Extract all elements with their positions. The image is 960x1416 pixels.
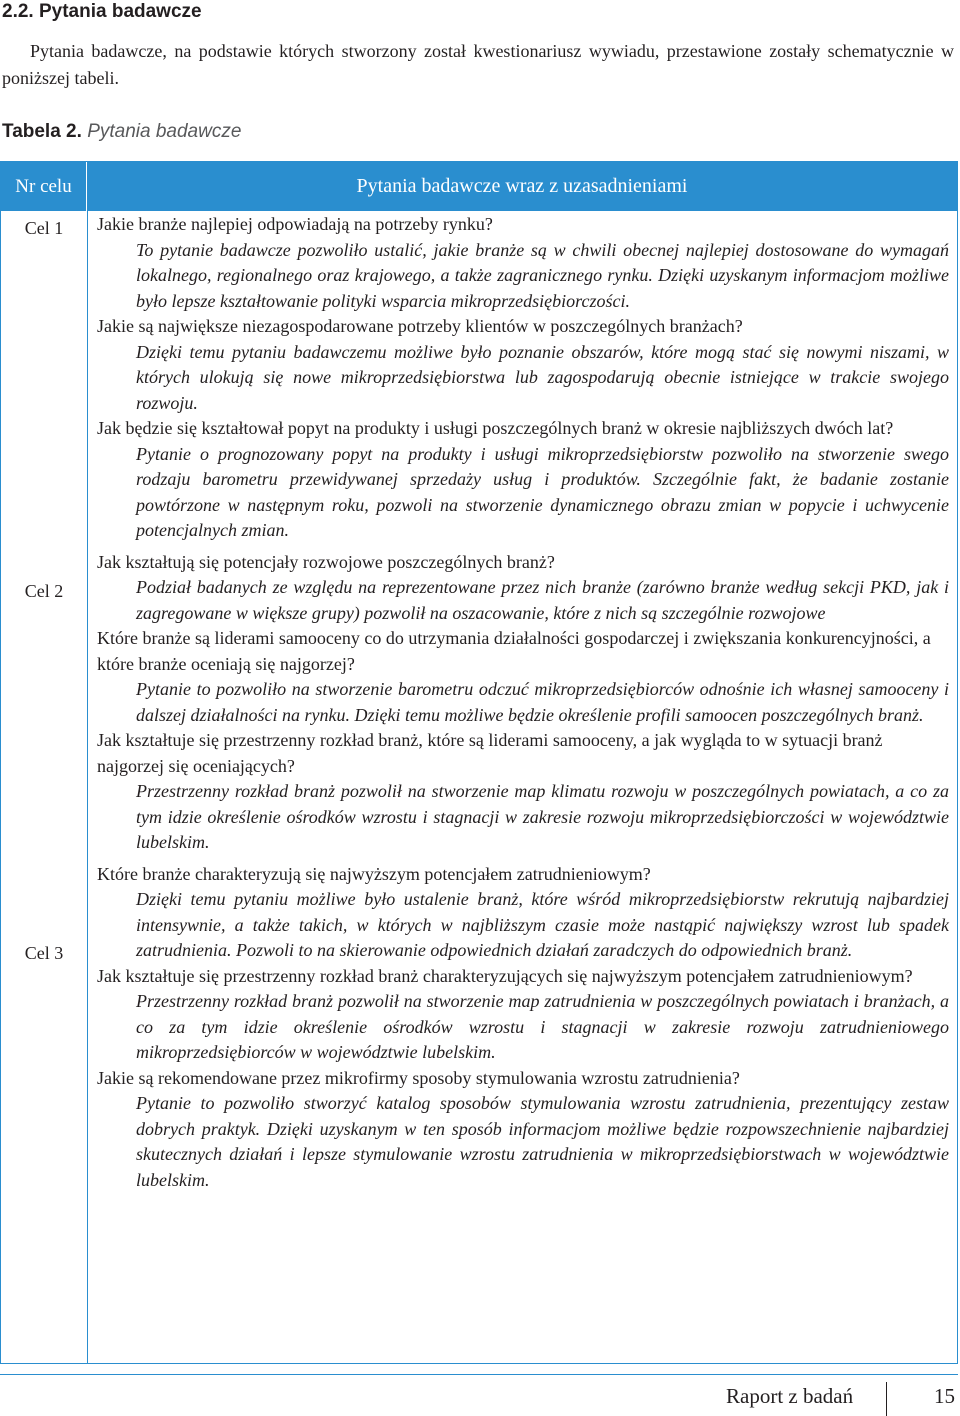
answer: Przestrzenny rozkład branż pozwolił na stworzenie map klimatu rozwoju w poszczególnych powiatach, a co za tym idzie określenie ośrodków wzrostu i stagnacji w zakresie rozwoju mikroprzedsiębiorczości w województwie lubelskim. [136, 781, 949, 852]
question: Jakie branże najlepiej odpowiadają na potrzeby rynku? [97, 214, 493, 234]
header-nr-celu: Nr celu [1, 162, 87, 211]
table-header [1, 162, 957, 211]
question: Które branże charakteryzują się najwyższym potencjałem zatrudnieniowym? [97, 863, 651, 884]
answer: Przestrzenny rozkład branż pozwolił na stworzenie map zatrudnienia w poszczególnych powiatach i branżach, a co za tym idzie określenie ośrodków wzrostu i stagnacji w zakresie rozwoju zatrudnieniowego mikroprzedsiębiorców w województwie lubelskim. [136, 991, 949, 1062]
answer: Pytanie to pozwoliło stworzyć katalog sposobów stymulowania wzrostu zatrudnienia, prezentujący zestaw dobrych praktyk. Dzięki uzyskanym w ten sposób informacjom możliwe będzie rozpowszechnienie najbardziej skutecznych działań i lepsze stymulowanie wzrostu zatrudnienia w mikroprzedsiębiorstwach w województwie lubelskim. [136, 1093, 949, 1190]
question: Jakie są największe niezagospodarowane potrzeby klientów w poszczególnych branżach? [97, 316, 743, 336]
table-caption-title: Pytania badawcze [87, 121, 242, 142]
intro-paragraph: Pytania badawcze, na podstawie których stworzony został kwestionariusz wywiadu, przestawione zostały schematycznie w poniższej tabeli. [2, 41, 954, 88]
answer: To pytanie badawcze pozwoliło ustalić, jakie branże są w chwili obecnej najlepiej dostosowane do wymagań lokalnego, regionalnego oraz krajowego, a także zagranicznego rynku. Dzięki uzyskanym informacjom możliwe było lepsze kształtowanie polityki wsparcia mikroprzedsiębiorczości. [136, 239, 949, 311]
question: Jak kształtuje się przestrzenny rozkład branż, które są liderami samooceny, a jak wygląda to w sytuacji branż najgorzej się oceniających? [97, 730, 883, 776]
question: Które branże są liderami samooceny co do utrzymania działalności gospodarczej i zwiększania konkurencyjności, a które branże oceniają się najgorzej? [97, 628, 931, 674]
answer: Pytanie to pozwoliło na stworzenie barometru odczuć mikroprzedsiębiorców odnośnie ich własnej samooceny i dalszej działalności na rynku. Dzięki temu możliwe będzie określenie profili samoocen poszczególnych branż. [136, 679, 949, 725]
header-questions: Pytania badawcze wraz z uzasadnieniami [356, 175, 688, 197]
goal-block-1 [97, 212, 949, 544]
table-caption [2, 121, 241, 143]
answer: Podział badanych ze względu na reprezentowane przez nich branże (zarówno branże według sekcji PKD, jak i zagregowane w większe grupy) pozwolił na oszacowanie, które z nich są szczególnie rozwojowe [136, 577, 949, 623]
answer: Dzięki temu pytaniu możliwe było ustalenie branż, które wśród mikroprzedsiębiorstw rekrutują najbardziej intensywnie, a także takich, w których w najbliższym czasie może nastąpić największy wzrost lub spadek zatrudnienia. Pozwoli to na skierowanie odpowiednich działań zaradczych do odpowiednich branż. [136, 889, 949, 960]
footer-report-title: Raport z badań [726, 1384, 854, 1408]
question: Jak będzie się kształtował popyt na produkty i usługi poszczególnych branż w okresie najbliższych dwóch lat? [97, 418, 894, 438]
section-title: 2.2. Pytania badawcze [2, 1, 202, 22]
cel-label-1: Cel 1 [24, 218, 64, 238]
research-questions-table [0, 161, 958, 1364]
table-content [97, 212, 949, 1193]
answer: Pytanie o prognozowany popyt na produkty i usługi mikroprzedsiębiorstw pozwoliło na stworzenie swego rodzaju barometru przewidywanej sprzedaży usług i produktów. Szczególnie fakt, że badanie zostanie powtórzone w następnym roku, pozwoli na stworzenie dynamicznego obrazu zmian w popycie i uchwycenie potencjalnych zmian. [136, 443, 949, 540]
cel-label-3: Cel 3 [24, 943, 64, 963]
column-divider [87, 211, 88, 1363]
footer-rule [0, 1374, 958, 1375]
goal-block-3 [97, 862, 949, 1194]
question: Jakie są rekomendowane przez mikrofirmy sposoby stymulowania wzrostu zatrudnienia? [97, 1067, 740, 1088]
answer: Dzięki temu pytaniu badawczemu możliwe było poznanie obszarów, które mogą stać się nowymi niszami, w których ulokują się nowe mikroprzedsiębiorstwa lub zagospodarują obecnie istniejące w trakcie swojego rozwoju. [136, 341, 949, 413]
footer-separator [886, 1382, 887, 1416]
goal-block-2 [97, 550, 949, 856]
question: Jak kształtują się potencjały rozwojowe poszczególnych branż? [97, 551, 555, 572]
page-number: 15 [934, 1384, 955, 1408]
question: Jak kształtuje się przestrzenny rozkład branż charakteryzujących się najwyższym potencjałem zatrudnieniowym? [97, 965, 913, 986]
table-caption-label: Tabela 2. [2, 121, 82, 142]
cel-label-2: Cel 2 [24, 581, 64, 601]
